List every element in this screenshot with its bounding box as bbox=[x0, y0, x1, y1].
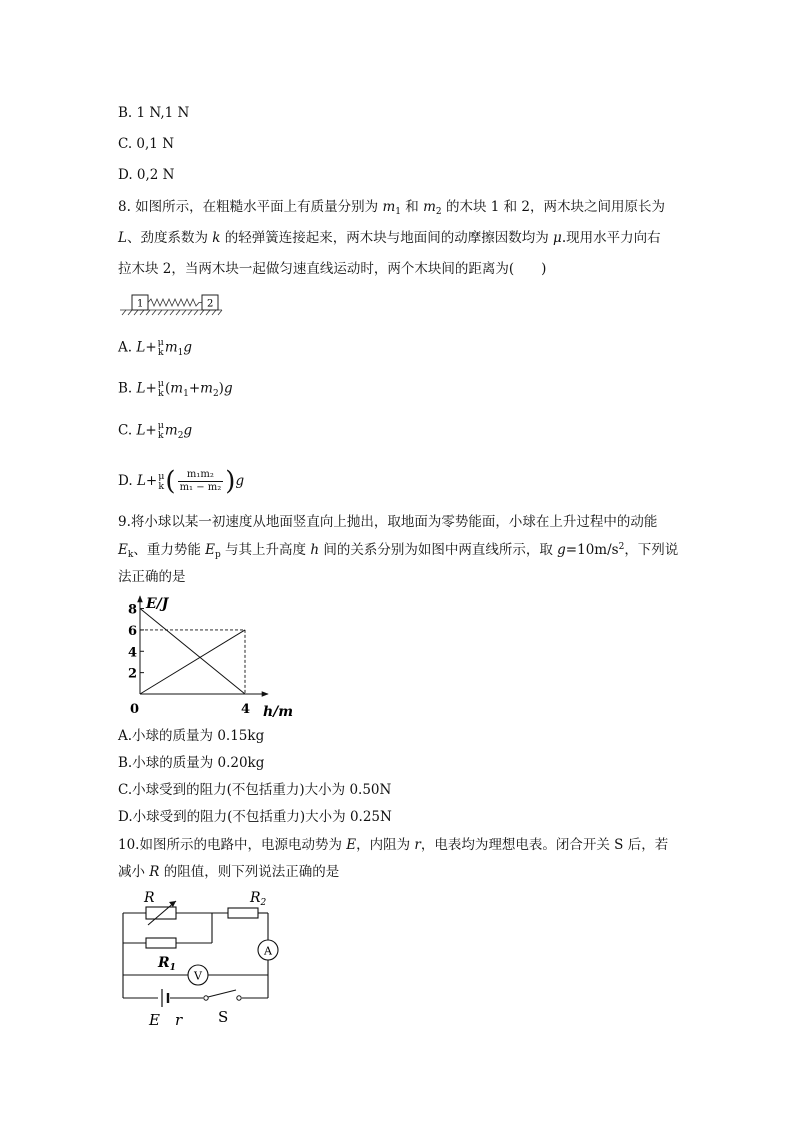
resistor-r2 bbox=[228, 908, 258, 918]
q9-option-d: D.小球受到的阻力(不包括重力)大小为 0.25N bbox=[118, 809, 392, 825]
circuit-diagram bbox=[118, 888, 293, 1028]
energy-height-chart bbox=[118, 592, 308, 722]
q9-option-b: B.小球的质量为 0.20kg bbox=[118, 755, 265, 771]
mu-over-k: μ k bbox=[157, 420, 164, 441]
q8-stem-line2: L、劲度系数为 k 的轻弹簧连接起来，两木块与地面间的动摩擦因数均为 μ.现用水平力向右 bbox=[118, 230, 661, 246]
series-line-1 bbox=[140, 609, 245, 694]
ammeter-label: A bbox=[264, 944, 272, 958]
m1m2-fraction: $\frac{\text{m₁m₂}}{\text{m₁ − m₂}}$ bbox=[179, 469, 222, 493]
q8-option-d: D. L+ μ k ( $\frac{\text{m₁m₂}}{\text{m₁ − m₂}}$ )g bbox=[118, 466, 245, 497]
q7-option-c: C. 0,1 N bbox=[118, 136, 175, 152]
x-axis-label: h/m bbox=[263, 704, 294, 720]
q10-stem-line1: 10.如图所示的电路中，电源电动势为 E，内阻为 r，电表均为理想电表。闭合开关 S 后，若 bbox=[118, 837, 669, 853]
q8-option-a: A. L+ μ k $m_1g$ bbox=[118, 337, 193, 358]
series-line-2 bbox=[140, 630, 245, 694]
mu-over-k: μ k bbox=[157, 378, 164, 399]
switch-right-contact bbox=[237, 996, 241, 1000]
switch-label: S bbox=[218, 1008, 229, 1026]
q9-option-c: C.小球受到的阻力(不包括重力)大小为 0.50N bbox=[118, 782, 392, 798]
x-tick-label: 4 bbox=[241, 702, 251, 717]
q8-option-c: C. L+ μ k $m_2g$ bbox=[118, 420, 193, 441]
r-label: R bbox=[144, 890, 155, 906]
switch-left-contact bbox=[204, 996, 208, 1000]
mu-over-k: μ k bbox=[157, 337, 164, 358]
y-tick-label: 2 bbox=[128, 666, 138, 682]
r1-label: $R_1$ bbox=[158, 955, 176, 973]
resistor-r1 bbox=[146, 938, 176, 948]
spring bbox=[148, 299, 202, 306]
q8-option-b: B. L+ μ k $(m_1+m_2)g$ bbox=[118, 378, 233, 399]
ground-hatch bbox=[120, 310, 222, 315]
origin-label: 0 bbox=[130, 702, 140, 717]
q9-stem-line3: 法正确的是 bbox=[118, 569, 186, 585]
q8-spring-figure bbox=[118, 290, 226, 316]
voltmeter-label: V bbox=[194, 969, 202, 983]
q9-stem-line1: 9.将小球以某一初速度从地面竖直向上抛出，取地面为零势能面，小球在上升过程中的动能 bbox=[118, 514, 658, 530]
q9-stem-line2: $E_k$、重力势能 $E_p$ 与其上升高度 h 间的关系分别为如图中两直线所示，取 $g=10m/s^2$，下列说 bbox=[118, 542, 679, 560]
q8-stem-line3: 拉木块 2，当两木块一起做匀速直线运动时，两个木块间的距离为( ) bbox=[118, 261, 547, 277]
q8-stem-line1: 8. 如图所示，在粗糙水平面上有质量分别为 $m_1$ 和 $m_2$ 的木块 1 和 2，两木块之间用原长为 bbox=[118, 199, 665, 217]
q7-option-b: B. 1 N,1 N bbox=[118, 105, 190, 121]
y-tick-label: 8 bbox=[128, 602, 138, 618]
r2-label: $R_2$ bbox=[250, 890, 267, 908]
y-tick-label: 4 bbox=[128, 645, 138, 661]
mu-over-k: μ k bbox=[158, 470, 165, 492]
y-axis-label: E/J bbox=[146, 596, 169, 612]
q10-stem-line2: 减小 R 的阻值，则下列说法正确的是 bbox=[118, 864, 340, 880]
y-tick-label: 6 bbox=[128, 623, 138, 639]
internal-r-label: r bbox=[175, 1011, 183, 1028]
block-2-label: 2 bbox=[207, 298, 214, 310]
q7-option-d: D. 0,2 N bbox=[118, 167, 175, 183]
emf-label: E bbox=[149, 1011, 160, 1028]
q9-option-a: A.小球的质量为 0.15kg bbox=[118, 728, 265, 744]
switch-lever bbox=[208, 990, 236, 997]
block-1-label: 1 bbox=[137, 298, 144, 310]
rheostat-r bbox=[146, 907, 176, 919]
